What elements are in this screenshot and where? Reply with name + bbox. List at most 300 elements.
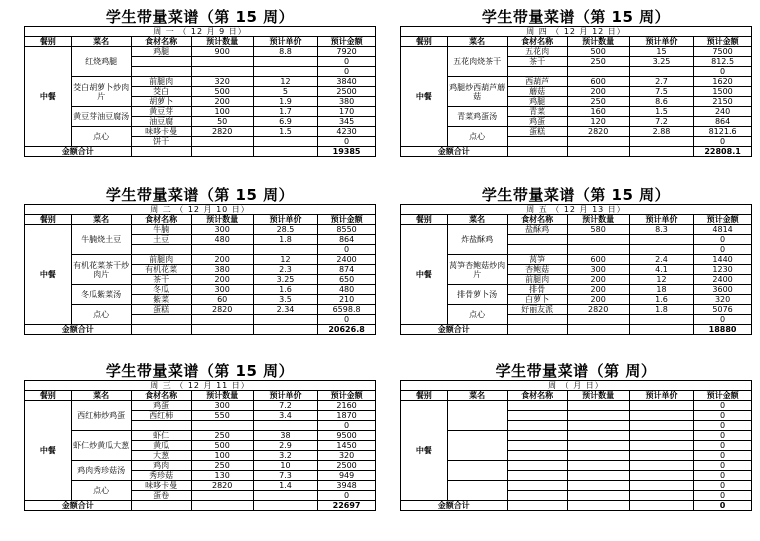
header-quantity: 预计数量 — [567, 215, 629, 225]
total-value: 19385 — [318, 147, 376, 157]
amount-value: 170 — [318, 107, 376, 117]
ingredient-name — [131, 245, 191, 255]
amount-value: 6598.8 — [318, 305, 376, 315]
amount-value: 345 — [318, 117, 376, 127]
ingredient-name: 黄瓜 — [131, 441, 191, 451]
amount-value: 1230 — [694, 265, 752, 275]
dish-name: 排骨萝卜汤 — [447, 285, 507, 305]
quantity-value: 500 — [191, 441, 253, 451]
quantity-value: 50 — [191, 117, 253, 127]
week-label: 周 一 （ 12 月 9 日） — [25, 27, 376, 37]
unit-price-value: 12 — [253, 255, 317, 265]
quantity-value: 250 — [191, 431, 253, 441]
table-row — [401, 255, 752, 265]
empty-cell — [507, 501, 567, 511]
amount-value: 0 — [694, 315, 752, 325]
empty-cell — [253, 325, 317, 335]
table-row — [401, 305, 752, 315]
quantity-value: 200 — [191, 97, 253, 107]
unit-price-value: 7.5 — [629, 87, 693, 97]
amount-value: 1500 — [694, 87, 752, 97]
amount-value: 874 — [318, 265, 376, 275]
unit-price-value — [253, 421, 317, 431]
quantity-value — [191, 67, 253, 77]
amount-value: 8550 — [318, 225, 376, 235]
unit-price-value: 8.8 — [253, 47, 317, 57]
week-label: 周 （ 月 日） — [401, 381, 752, 391]
quantity-value: 250 — [191, 461, 253, 471]
quantity-value: 200 — [567, 275, 629, 285]
ingredient-name: 胡萝卜 — [131, 97, 191, 107]
amount-value: 7500 — [694, 47, 752, 57]
unit-price-value — [253, 315, 317, 325]
ingredient-name — [507, 235, 567, 245]
dish-name: 炸盐酥鸡 — [447, 225, 507, 255]
quantity-value — [191, 491, 253, 501]
header-meal: 餐别 — [401, 391, 448, 401]
ingredient-name: 鸡肉 — [131, 461, 191, 471]
menu-table — [24, 380, 376, 511]
header-amount: 预计金额 — [694, 391, 752, 401]
header-meal: 餐别 — [401, 215, 448, 225]
amount-value: 9500 — [318, 431, 376, 441]
ingredient-name — [507, 67, 567, 77]
quantity-value: 250 — [567, 97, 629, 107]
amount-value: 0 — [318, 67, 376, 77]
dish-name: 有机花菜茶干炒肉片 — [71, 255, 131, 285]
unit-price-value — [629, 481, 693, 491]
amount-value: 0 — [694, 411, 752, 421]
dish-name: 鸡腿炒西葫芦蘑菇 — [447, 77, 507, 107]
ingredient-name: 蛋糕 — [507, 127, 567, 137]
amount-value: 7920 — [318, 47, 376, 57]
table-row — [401, 107, 752, 117]
unit-price-value — [253, 67, 317, 77]
menu-table — [400, 26, 752, 157]
ingredient-name — [507, 401, 567, 411]
quantity-value: 60 — [191, 295, 253, 305]
header-meal: 餐别 — [25, 37, 72, 47]
amount-value: 0 — [318, 245, 376, 255]
quantity-value: 250 — [567, 57, 629, 67]
unit-price-value: 1.5 — [253, 127, 317, 137]
amount-value: 0 — [694, 471, 752, 481]
unit-price-value: 6.9 — [253, 117, 317, 127]
table-row — [25, 401, 376, 411]
quantity-value: 120 — [567, 117, 629, 127]
ingredient-name — [131, 57, 191, 67]
unit-price-value — [253, 491, 317, 501]
ingredient-name: 好丽友派 — [507, 305, 567, 315]
ingredient-name: 油豆腐 — [131, 117, 191, 127]
dish-name: 冬瓜紫菜汤 — [71, 285, 131, 305]
quantity-value — [191, 315, 253, 325]
total-value: 20626.8 — [318, 325, 376, 335]
quantity-value — [191, 137, 253, 147]
week-label: 周 四 （ 12 月 12 日） — [401, 27, 752, 37]
ingredient-name — [507, 441, 567, 451]
amount-value: 0 — [318, 137, 376, 147]
ingredient-name: 前腿肉 — [507, 275, 567, 285]
quantity-value: 580 — [567, 225, 629, 235]
ingredient-name: 鸡蛋 — [507, 117, 567, 127]
unit-price-value: 12 — [253, 77, 317, 87]
unit-price-value: 1.7 — [253, 107, 317, 117]
panel-title: 学生带量菜谱（第 15 周） — [105, 362, 295, 380]
ingredient-name — [507, 491, 567, 501]
quantity-value — [567, 431, 629, 441]
ingredient-name: 冬瓜 — [131, 285, 191, 295]
empty-cell — [131, 147, 191, 157]
total-label: 金额合计 — [401, 501, 508, 511]
unit-price-value — [629, 411, 693, 421]
ingredient-name: 茶干 — [131, 275, 191, 285]
menu-panel-mon — [24, 8, 376, 157]
header-unit-price: 预计单价 — [253, 391, 317, 401]
header-meal: 餐别 — [25, 391, 72, 401]
header-amount: 预计金额 — [318, 37, 376, 47]
quantity-value — [567, 137, 629, 147]
amount-value: 240 — [694, 107, 752, 117]
amount-value: 0 — [694, 431, 752, 441]
empty-cell — [191, 501, 253, 511]
dish-name: 点心 — [71, 481, 131, 501]
header-amount: 预计金额 — [318, 215, 376, 225]
table-row — [25, 255, 376, 265]
quantity-value: 900 — [191, 47, 253, 57]
header-ingredient: 食材名称 — [507, 391, 567, 401]
amount-value: 0 — [694, 461, 752, 471]
empty-cell — [131, 325, 191, 335]
quantity-value — [567, 411, 629, 421]
header-ingredient: 食材名称 — [131, 391, 191, 401]
unit-price-value: 38 — [253, 431, 317, 441]
table-row — [25, 47, 376, 57]
quantity-value — [191, 245, 253, 255]
dish-name — [447, 481, 507, 501]
quantity-value: 300 — [191, 285, 253, 295]
week-label: 周 二 （ 12 月 10 日） — [25, 205, 376, 215]
amount-value: 1620 — [694, 77, 752, 87]
table-row — [401, 77, 752, 87]
ingredient-name: 蛋糕 — [131, 305, 191, 315]
unit-price-value: 3.25 — [629, 57, 693, 67]
unit-price-value — [629, 491, 693, 501]
amount-value: 0 — [694, 245, 752, 255]
total-value: 0 — [694, 501, 752, 511]
header-dish: 菜名 — [447, 215, 507, 225]
quantity-value — [567, 245, 629, 255]
amount-value: 650 — [318, 275, 376, 285]
quantity-value — [567, 441, 629, 451]
amount-value: 864 — [694, 117, 752, 127]
ingredient-name: 大葱 — [131, 451, 191, 461]
menu-table — [400, 204, 752, 335]
quantity-value — [191, 421, 253, 431]
header-amount: 预计金额 — [694, 215, 752, 225]
unit-price-value: 5 — [253, 87, 317, 97]
ingredient-name: 饼干 — [131, 137, 191, 147]
quantity-value: 160 — [567, 107, 629, 117]
amount-value: 480 — [318, 285, 376, 295]
ingredient-name: 青菜 — [507, 107, 567, 117]
ingredient-name: 味哆卡曼 — [131, 127, 191, 137]
amount-value: 380 — [318, 97, 376, 107]
meal-label: 中餐 — [401, 47, 448, 147]
unit-price-value — [629, 235, 693, 245]
dish-name: 西红柿炒鸡蛋 — [71, 401, 131, 431]
ingredient-name: 前腿肉 — [131, 77, 191, 87]
unit-price-value: 1.9 — [253, 97, 317, 107]
quantity-value: 300 — [567, 265, 629, 275]
unit-price-value: 2.4 — [629, 255, 693, 265]
unit-price-value — [629, 471, 693, 481]
amount-value: 0 — [694, 235, 752, 245]
meal-label: 中餐 — [25, 47, 72, 147]
dish-name: 黄豆芽油豆腐汤 — [71, 107, 131, 127]
quantity-value: 200 — [567, 87, 629, 97]
unit-price-value — [629, 315, 693, 325]
quantity-value: 2820 — [191, 305, 253, 315]
table-row — [401, 127, 752, 137]
quantity-value: 200 — [191, 255, 253, 265]
dish-name: 青菜鸡蛋汤 — [447, 107, 507, 127]
amount-value: 1440 — [694, 255, 752, 265]
amount-value: 0 — [694, 441, 752, 451]
menu-panel-tue — [24, 186, 376, 335]
quantity-value — [567, 401, 629, 411]
unit-price-value: 15 — [629, 47, 693, 57]
ingredient-name: 莴笋 — [507, 255, 567, 265]
menu-table — [400, 380, 752, 511]
amount-value: 0 — [694, 421, 752, 431]
table-row — [25, 481, 376, 491]
dish-name — [447, 461, 507, 481]
table-row — [25, 305, 376, 315]
amount-value: 0 — [694, 491, 752, 501]
ingredient-name: 鸡蛋 — [131, 401, 191, 411]
amount-value: 0 — [318, 315, 376, 325]
ingredient-name: 茶干 — [507, 57, 567, 67]
quantity-value: 100 — [191, 451, 253, 461]
quantity-value — [567, 67, 629, 77]
quantity-value — [191, 57, 253, 67]
quantity-value: 200 — [567, 285, 629, 295]
week-label: 周 三 （ 12 月 11 日） — [25, 381, 376, 391]
week-label: 周 五 （ 12 月 13 日） — [401, 205, 752, 215]
ingredient-name — [507, 315, 567, 325]
quantity-value: 2820 — [191, 127, 253, 137]
unit-price-value: 2.9 — [253, 441, 317, 451]
quantity-value: 300 — [191, 401, 253, 411]
unit-price-value: 2.3 — [253, 265, 317, 275]
total-label: 金额合计 — [401, 147, 508, 157]
quantity-value: 200 — [567, 295, 629, 305]
empty-cell — [131, 501, 191, 511]
unit-price-value: 7.2 — [629, 117, 693, 127]
ingredient-name — [507, 411, 567, 421]
dish-name: 点心 — [447, 305, 507, 325]
header-ingredient: 食材名称 — [131, 215, 191, 225]
ingredient-name — [507, 451, 567, 461]
unit-price-value: 7.3 — [253, 471, 317, 481]
header-unit-price: 预计单价 — [253, 37, 317, 47]
dish-name — [447, 401, 507, 431]
unit-price-value — [629, 421, 693, 431]
amount-value: 320 — [318, 451, 376, 461]
ingredient-name: 紫菜 — [131, 295, 191, 305]
meal-label: 中餐 — [25, 225, 72, 325]
header-dish: 菜名 — [71, 215, 131, 225]
quantity-value — [567, 451, 629, 461]
quantity-value — [567, 421, 629, 431]
ingredient-name: 蛋卷 — [131, 491, 191, 501]
amount-value: 1450 — [318, 441, 376, 451]
amount-value: 0 — [318, 57, 376, 67]
quantity-value — [567, 235, 629, 245]
empty-cell — [567, 325, 629, 335]
total-value: 22697 — [318, 501, 376, 511]
header-quantity: 预计数量 — [567, 37, 629, 47]
amount-value: 4230 — [318, 127, 376, 137]
amount-value: 2160 — [318, 401, 376, 411]
panel-title: 学生带量菜谱（第 15 周） — [105, 186, 295, 204]
total-label: 金额合计 — [401, 325, 508, 335]
meal-label: 中餐 — [401, 401, 448, 501]
unit-price-value — [253, 137, 317, 147]
amount-value: 5076 — [694, 305, 752, 315]
panel-title: 学生带量菜谱（第 15 周） — [105, 8, 295, 26]
amount-value: 3948 — [318, 481, 376, 491]
ingredient-name — [507, 481, 567, 491]
amount-value: 2150 — [694, 97, 752, 107]
quantity-value: 600 — [567, 77, 629, 87]
unit-price-value — [629, 137, 693, 147]
empty-cell — [191, 325, 253, 335]
unit-price-value: 12 — [629, 275, 693, 285]
unit-price-value — [629, 431, 693, 441]
menu-panel-fri — [400, 186, 752, 335]
amount-value: 3600 — [694, 285, 752, 295]
ingredient-name — [507, 461, 567, 471]
unit-price-value: 3.25 — [253, 275, 317, 285]
ingredient-name: 蘑菇 — [507, 87, 567, 97]
amount-value: 2500 — [318, 87, 376, 97]
unit-price-value: 1.4 — [253, 481, 317, 491]
ingredient-name: 有机花菜 — [131, 265, 191, 275]
quantity-value: 500 — [567, 47, 629, 57]
unit-price-value — [629, 67, 693, 77]
ingredient-name: 杏鲍菇 — [507, 265, 567, 275]
ingredient-name — [131, 315, 191, 325]
header-quantity: 预计数量 — [567, 391, 629, 401]
ingredient-name — [507, 471, 567, 481]
amount-value: 2400 — [318, 255, 376, 265]
unit-price-value: 1.5 — [629, 107, 693, 117]
menu-panel-blank — [400, 362, 752, 511]
header-ingredient: 食材名称 — [507, 37, 567, 47]
unit-price-value: 1.8 — [629, 305, 693, 315]
table-row — [401, 285, 752, 295]
total-value: 18880 — [694, 325, 752, 335]
empty-cell — [629, 147, 693, 157]
amount-value: 0 — [694, 401, 752, 411]
quantity-value: 100 — [191, 107, 253, 117]
empty-cell — [253, 501, 317, 511]
meal-label: 中餐 — [401, 225, 448, 325]
header-unit-price: 预计单价 — [629, 37, 693, 47]
quantity-value: 200 — [191, 275, 253, 285]
panel-title: 学生带量菜谱（第 15 周） — [481, 186, 671, 204]
ingredient-name — [131, 67, 191, 77]
header-ingredient: 食材名称 — [131, 37, 191, 47]
ingredient-name — [507, 245, 567, 255]
table-row — [401, 47, 752, 57]
table-row — [401, 225, 752, 235]
quantity-value: 500 — [191, 87, 253, 97]
ingredient-name: 西葫芦 — [507, 77, 567, 87]
ingredient-name — [131, 421, 191, 431]
ingredient-name: 牛腩 — [131, 225, 191, 235]
dish-name: 茭白胡萝卜炒肉片 — [71, 77, 131, 107]
menu-panel-wed — [24, 362, 376, 511]
unit-price-value — [629, 441, 693, 451]
amount-value: 949 — [318, 471, 376, 481]
total-value: 22808.1 — [694, 147, 752, 157]
dish-name: 点心 — [447, 127, 507, 147]
amount-value: 320 — [694, 295, 752, 305]
header-ingredient: 食材名称 — [507, 215, 567, 225]
panel-title: 学生带量菜谱（第 15 周） — [481, 8, 671, 26]
header-amount: 预计金额 — [694, 37, 752, 47]
ingredient-name: 排骨 — [507, 285, 567, 295]
amount-value: 0 — [694, 137, 752, 147]
ingredient-name: 盐酥鸡 — [507, 225, 567, 235]
header-meal: 餐别 — [25, 215, 72, 225]
quantity-value: 380 — [191, 265, 253, 275]
ingredient-name: 虾仁 — [131, 431, 191, 441]
unit-price-value — [629, 401, 693, 411]
dish-name: 虾仁炒黄瓜大葱 — [71, 431, 131, 461]
header-quantity: 预计数量 — [191, 215, 253, 225]
dish-name: 红烧鸡腿 — [71, 47, 131, 77]
dish-name: 点心 — [71, 305, 131, 325]
total-label: 金额合计 — [25, 147, 132, 157]
quantity-value: 2820 — [567, 305, 629, 315]
amount-value: 864 — [318, 235, 376, 245]
amount-value: 4814 — [694, 225, 752, 235]
ingredient-name — [507, 421, 567, 431]
quantity-value: 130 — [191, 471, 253, 481]
amount-value: 0 — [694, 451, 752, 461]
ingredient-name: 前腿肉 — [131, 255, 191, 265]
amount-value: 8121.6 — [694, 127, 752, 137]
header-meal: 餐别 — [401, 37, 448, 47]
ingredient-name: 五花肉 — [507, 47, 567, 57]
header-dish: 菜名 — [447, 37, 507, 47]
empty-cell — [191, 147, 253, 157]
table-row — [25, 431, 376, 441]
total-label: 金额合计 — [25, 325, 132, 335]
ingredient-name: 茭白 — [131, 87, 191, 97]
amount-value: 2500 — [318, 461, 376, 471]
quantity-value — [567, 461, 629, 471]
unit-price-value — [629, 461, 693, 471]
table-row — [25, 461, 376, 471]
ingredient-name — [507, 137, 567, 147]
unit-price-value — [629, 451, 693, 461]
header-unit-price: 预计单价 — [629, 215, 693, 225]
